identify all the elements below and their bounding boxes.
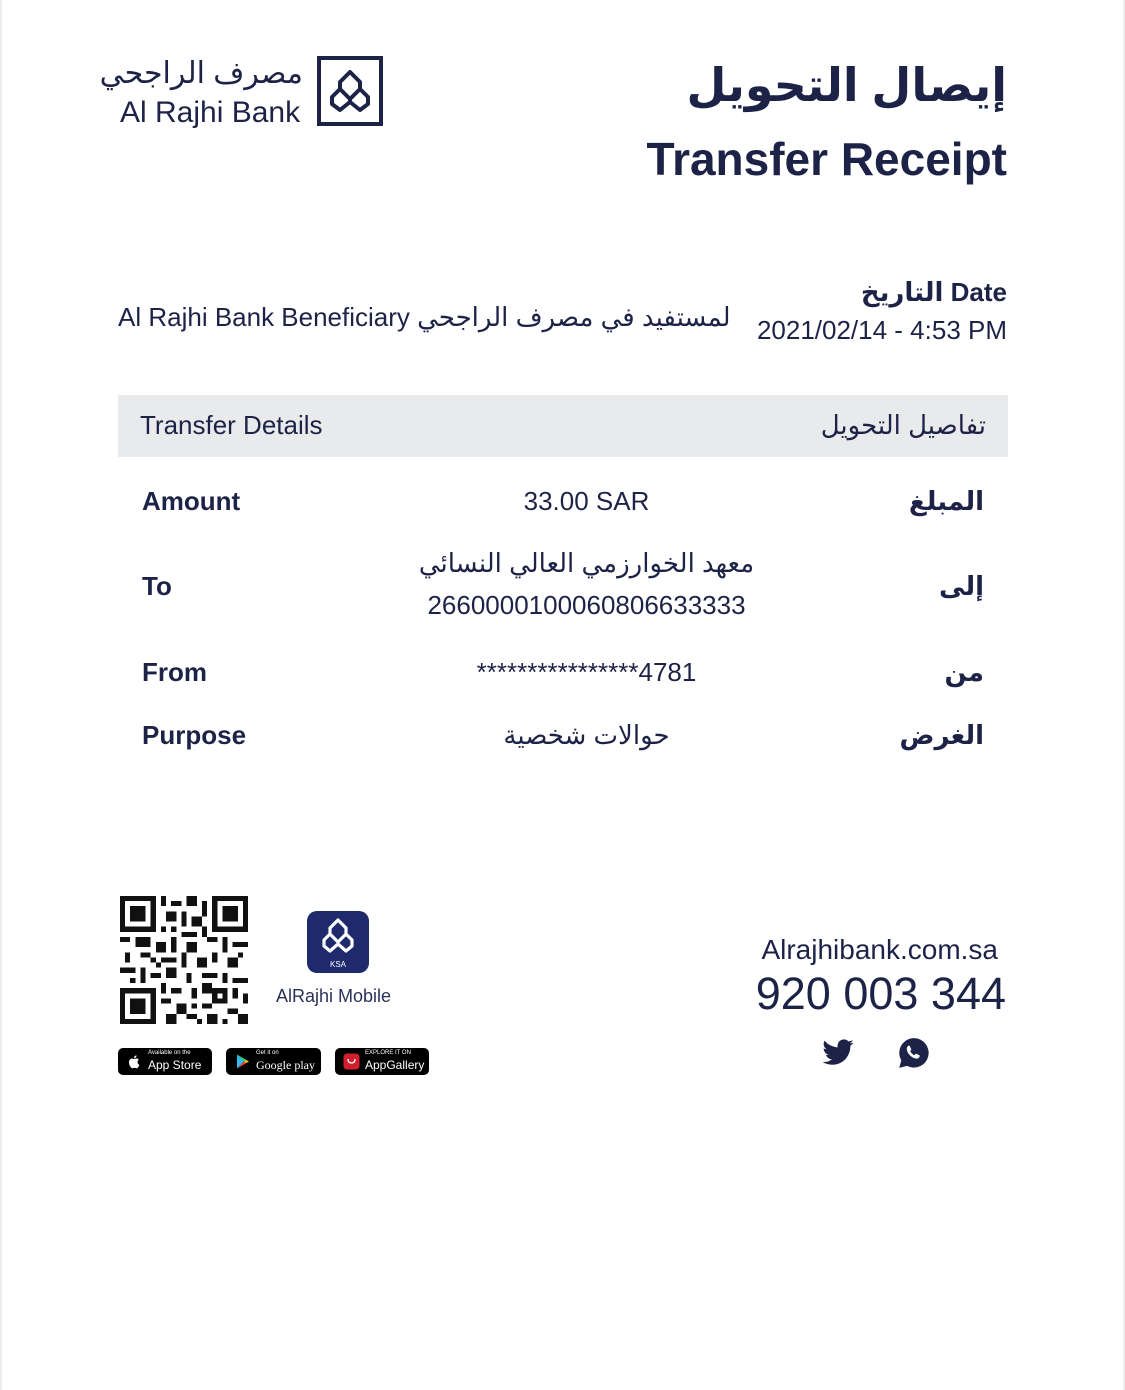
detail-row-to — [118, 546, 1008, 626]
app-name: AlRajhi Mobile — [276, 986, 392, 1006]
date-value: 2021/02/14 - 4:53 PM — [756, 315, 1007, 345]
to-account-number: 2660000100060806633333 — [427, 590, 746, 620]
qr-code[interactable] — [120, 896, 248, 1024]
purpose-value: حوالات شخصية — [503, 720, 670, 750]
google-play-text: Google play — [256, 1058, 315, 1072]
apple-icon — [126, 1053, 143, 1070]
google-play-small-text: Get it on — [256, 1050, 279, 1056]
bank-name-english: Al Rajhi Bank — [120, 96, 301, 129]
to-recipient-name: معهد الخوارزمي العالي النسائي — [418, 548, 755, 578]
from-label-english: From — [142, 657, 207, 687]
app-gallery-text: AppGallery — [365, 1058, 425, 1072]
transfer-details-title-english: Transfer Details — [140, 410, 323, 440]
huawei-icon — [343, 1053, 360, 1070]
transfer-details-header — [118, 395, 1008, 457]
app-store-badge[interactable] — [118, 1048, 212, 1075]
bank-logo-icon — [317, 56, 383, 126]
from-account-masked: ****************4781 — [476, 657, 697, 687]
amount-value: 33.00 SAR — [523, 486, 650, 516]
to-label-english: To — [142, 571, 172, 601]
beneficiary-type: Al Rajhi Bank Beneficiary لمستفيد في مصرف الراجحي — [118, 302, 731, 332]
to-label-arabic: إلى — [939, 571, 984, 601]
page-edge-left — [0, 0, 2, 1390]
google-play-badge[interactable] — [226, 1048, 321, 1075]
website-link[interactable]: Alrajhibank.com.sa — [761, 934, 998, 965]
app-gallery-badge[interactable] — [335, 1048, 429, 1075]
amount-label-arabic: المبلغ — [908, 486, 984, 516]
app-store-small-text: Available on the — [148, 1050, 191, 1056]
google-play-icon — [234, 1053, 251, 1070]
bank-name-arabic: مصرف الراجحي — [99, 57, 303, 90]
purpose-label-english: Purpose — [142, 720, 247, 750]
phone-number[interactable]: 920 003 344 — [755, 968, 1006, 1019]
bank-logo — [99, 56, 383, 129]
amount-label-english: Amount — [142, 486, 241, 516]
receipt-title-english: Transfer Receipt — [646, 133, 1007, 185]
app-gallery-small-text: EXPLORE IT ON — [365, 1050, 411, 1056]
app-icon-label: KSA — [329, 960, 347, 969]
twitter-icon[interactable] — [821, 1036, 855, 1070]
from-label-arabic: من — [944, 657, 984, 687]
transfer-details-title-arabic: تفاصيل التحويل — [820, 410, 986, 440]
detail-row-amount — [118, 484, 1008, 524]
whatsapp-icon[interactable] — [897, 1036, 931, 1070]
date-label: التاريخ Date — [860, 277, 1007, 307]
purpose-label-arabic: الغرض — [899, 720, 984, 750]
alrajhi-mobile-app-icon[interactable] — [307, 911, 369, 973]
app-store-text: App Store — [148, 1058, 202, 1072]
detail-row-from — [118, 655, 1008, 695]
detail-row-purpose — [118, 718, 1008, 758]
app-logo-icon — [307, 911, 369, 973]
receipt-title-arabic: إيصال التحويل — [686, 59, 1007, 111]
